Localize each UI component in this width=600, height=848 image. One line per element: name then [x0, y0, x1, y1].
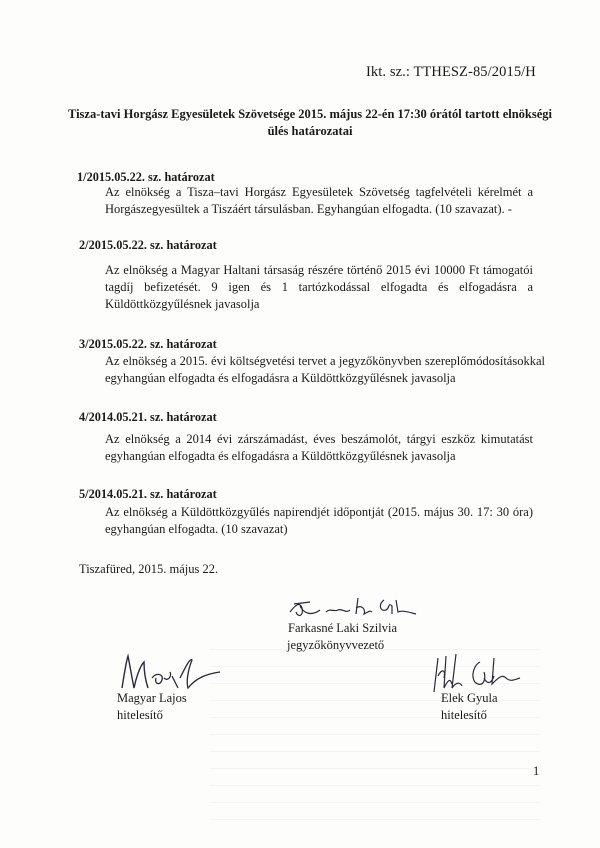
resolution-text: Az elnökség a Tisza–tavi Horgász Egyesületek Szövetség tagfelvételi kérelmét a Horgászegyesültek a Tiszáért társulásban. Egyhangúan elfogadta. (10 szavazat). -: [105, 185, 533, 216]
reference-number: Ikt. sz.: TTHESZ-85/2015/H: [366, 64, 536, 80]
resolution-text: Az elnökség a Magyar Haltani társaság részére történő 2015 évi 10000 Ft támogatói tagdíj befizetését. 9 igen és 1 tartózkodással elfogadta és elfogadásra a Küldöttközgyűlésnek javasolja: [105, 263, 533, 311]
resolution-text: Az elnökség a 2015. évi költségvetési tervet a jegyzőkönyvben szereplőmódosításokkal egyhangúan elfogadta és elfogadásra a Küldöttközgyűlésnek javasolja: [105, 354, 545, 385]
signer-name: Elek Gyula: [441, 691, 498, 705]
page-number: 1: [533, 764, 540, 778]
resolution-heading: 5/2014.05.21. sz. határozat: [79, 487, 217, 501]
document-title: Tisza-tavi Horgász Egyesületek Szövetsége 2015. május 22-én 17:30 órától tartott elnökségi ülés határozatai: [67, 107, 553, 138]
signer-name: Magyar Lajos: [117, 691, 187, 705]
resolution-heading: 2/2015.05.22. sz. határozat: [79, 238, 217, 252]
resolution-heading: 3/2015.05.22. sz. határozat: [79, 337, 217, 351]
signer-name: Farkasné Laki Szilvia: [288, 621, 397, 635]
signer-role: hitelesítő: [117, 708, 163, 722]
resolution-text: Az elnökség a 2014 évi zárszámadást, éves beszámolót, tárgyi eszköz kimutatást egyhangúan elfogadta és elfogadásra a Küldöttközgyűlésnek javasolja: [105, 432, 533, 463]
signature-farkasne: [286, 590, 426, 624]
resolution-heading: 1/2015.05.22. sz. határozat: [77, 170, 215, 184]
resolution-text: Az elnökség a Küldöttközgyűlés napirendjét időpontját (2015. május 30. 17: 30 óra) egyhangúan elfogadta. (10 szavazat): [105, 505, 533, 536]
place-and-date: Tiszafüred, 2015. május 22.: [79, 562, 219, 576]
signer-role: jegyzőkönyvvezető: [287, 638, 385, 652]
signature-magyar: [116, 648, 226, 696]
resolution-heading: 4/2014.05.21. sz. határozat: [79, 410, 217, 424]
signer-role: hitelesítő: [441, 708, 487, 722]
